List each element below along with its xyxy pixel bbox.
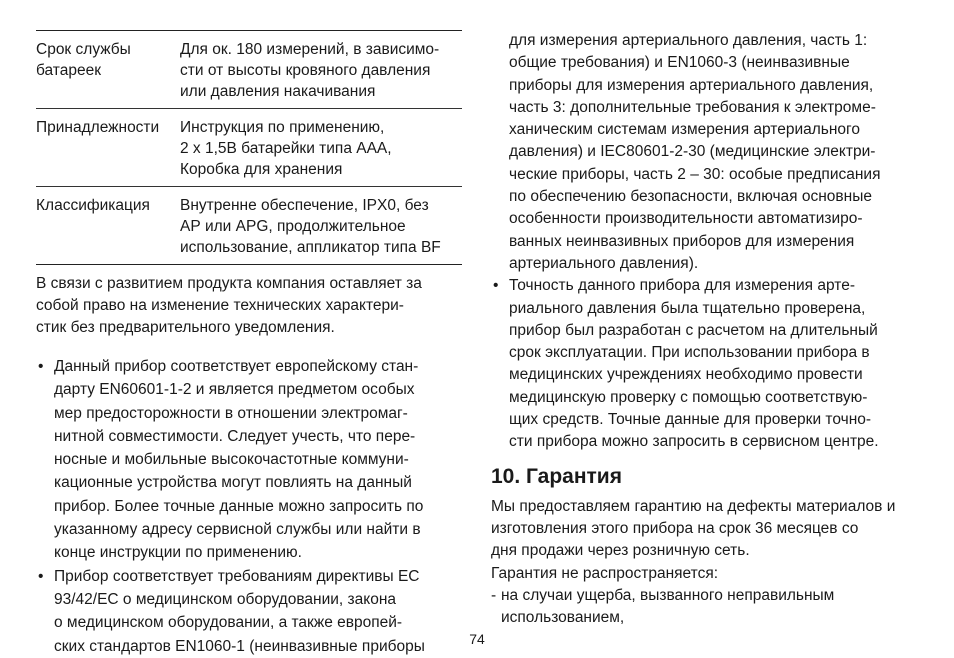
spec-row-battery-life: [36, 31, 462, 109]
spec-value-line: АР или APG, продолжительное: [180, 218, 406, 235]
spec-value: [180, 31, 462, 109]
spec-label-line: батареек: [36, 62, 101, 79]
bullet-line: Данный прибор соответствует европейскому стан-: [54, 358, 419, 375]
page-number: 74: [469, 631, 485, 647]
spec-value-line: Инструкция по применению,: [180, 119, 385, 136]
bullet-line: дарту EN60601-1-2 и является предметом особых: [54, 381, 415, 399]
notice-line: стик без предварительного уведомления.: [36, 319, 335, 336]
bullet-icon: •: [38, 567, 44, 585]
exclusion-line: использованием,: [501, 609, 625, 627]
dash-icon: -: [491, 586, 497, 604]
continuation-line: ванных неинвазивных приборов для измерения: [509, 232, 855, 250]
continuation-line: общие требования) и EN1060-3 (неинвазивные: [509, 54, 850, 72]
bullet-item-emc: [36, 355, 462, 565]
continuation-line: для измерения артериального давления, часть 1:: [509, 32, 868, 49]
bullet-line: кационные устройства могут повлиять на данный: [54, 474, 412, 492]
spec-table: [36, 30, 462, 265]
bullet-line: Точность данного прибора для измерения арте-: [509, 277, 855, 295]
bullet-line: риального давления была тщательно проверена,: [509, 299, 866, 317]
continuation-line: ханическим системам измерения артериального: [509, 121, 860, 139]
bullet-line: медицинских учреждениях необходимо провести: [509, 366, 863, 384]
continuation-line: по обеспечению безопасности, включая основные: [509, 188, 872, 206]
bullet-line: о медицинском оборудовании, а также европей-: [54, 614, 403, 632]
bullet-icon: •: [38, 358, 44, 375]
spec-label: [36, 31, 180, 109]
continuation-line: особенности производительности автоматизиро-: [509, 210, 863, 228]
warranty-text: [491, 496, 921, 585]
spec-value: [180, 187, 462, 265]
warranty-heading: 10. Гарантия: [491, 464, 622, 488]
spec-value-line: Внутренне обеспечение, IPX0, без: [180, 197, 429, 214]
bullet-line: ских стандартов EN1060-1 (неинвазивные приборы: [54, 637, 425, 655]
spec-row-accessories: [36, 109, 462, 187]
warranty-line: Гарантия не распространяется:: [491, 564, 719, 582]
bullet-icon: •: [493, 277, 499, 295]
spec-row-classification: [36, 187, 462, 265]
bullet-line: носные и мобильные высокочастотные коммуни-: [54, 451, 409, 469]
warranty-line: Мы предоставляем гарантию на дефекты материалов и: [491, 497, 896, 515]
warranty-line: дня продажи через розничную сеть.: [491, 542, 750, 560]
spec-value-line: 2 x 1,5В батарейки типа ААА,: [180, 140, 392, 157]
bullet-line: щих средств. Точные данные для проверки точно-: [509, 411, 872, 429]
bullet-line: мер предосторожности в отношении электромаг-: [54, 404, 408, 422]
spec-label-line: Принадлежности: [36, 119, 160, 136]
spec-label-line: Классификация: [36, 197, 150, 214]
warranty-exclusion-item: [491, 585, 921, 630]
product-notice: [36, 273, 462, 339]
spec-value-line: сти от высоты кровяного давления: [180, 62, 431, 79]
bullet-line: прибор. Более точные данные можно запросить по: [54, 497, 424, 515]
spec-label: [36, 187, 180, 265]
continuation-line: приборы для измерения артериального давления,: [509, 76, 874, 94]
bullet-line: сти прибора можно запросить в сервисном центре.: [509, 433, 879, 451]
warranty-line: изготовления этого прибора на срок 36 месяцев со: [491, 519, 859, 537]
bullet-item-accuracy: [491, 275, 921, 453]
spec-value: [180, 109, 462, 187]
right-column: [491, 30, 921, 630]
bullet-line: прибор был разработан с расчетом на длительный: [509, 321, 878, 339]
bullet-line: медицинскую проверку с помощью соответствую-: [509, 388, 868, 406]
continuation-line: давления) и IEC80601-2-30 (медицинские электри-: [509, 143, 876, 161]
bullet-line: нитной совместимости. Следует учесть, что пере-: [54, 427, 416, 445]
bullet-line: указанному адресу сервисной службы или найти в: [54, 521, 421, 539]
bullet-line: 93/42/ЕС о медицинском оборудовании, закона: [54, 590, 396, 608]
spec-value-line: Коробка для хранения: [180, 161, 343, 178]
spec-value-line: или давления накачивания: [180, 83, 376, 100]
spec-value-line: использование, аппликатор типа BF: [180, 239, 441, 256]
spec-label: [36, 109, 180, 187]
spec-label-line: Срок службы: [36, 41, 131, 58]
bullet-line: Прибор соответствует требованиям директивы ЕС: [54, 567, 420, 585]
bullet-line: конце инструкции по применению.: [54, 544, 302, 562]
bullet-line: срок эксплуатации. При использовании прибора в: [509, 344, 870, 362]
spec-value-line: Для ок. 180 измерений, в зависимо-: [180, 41, 440, 58]
notice-line: собой право на изменение технических характери-: [36, 297, 404, 314]
notice-line: В связи с развитием продукта компания оставляет за: [36, 275, 422, 292]
continuation-line: ческие приборы, часть 2 – 30: особые предписания: [509, 165, 881, 183]
exclusion-line: на случаи ущерба, вызванного неправильным: [501, 586, 835, 604]
left-column: [36, 30, 462, 658]
continuation-line: артериального давления).: [509, 254, 699, 272]
directive-continuation: [491, 30, 921, 275]
continuation-line: часть 3: дополнительные требования к электроме-: [509, 98, 876, 116]
